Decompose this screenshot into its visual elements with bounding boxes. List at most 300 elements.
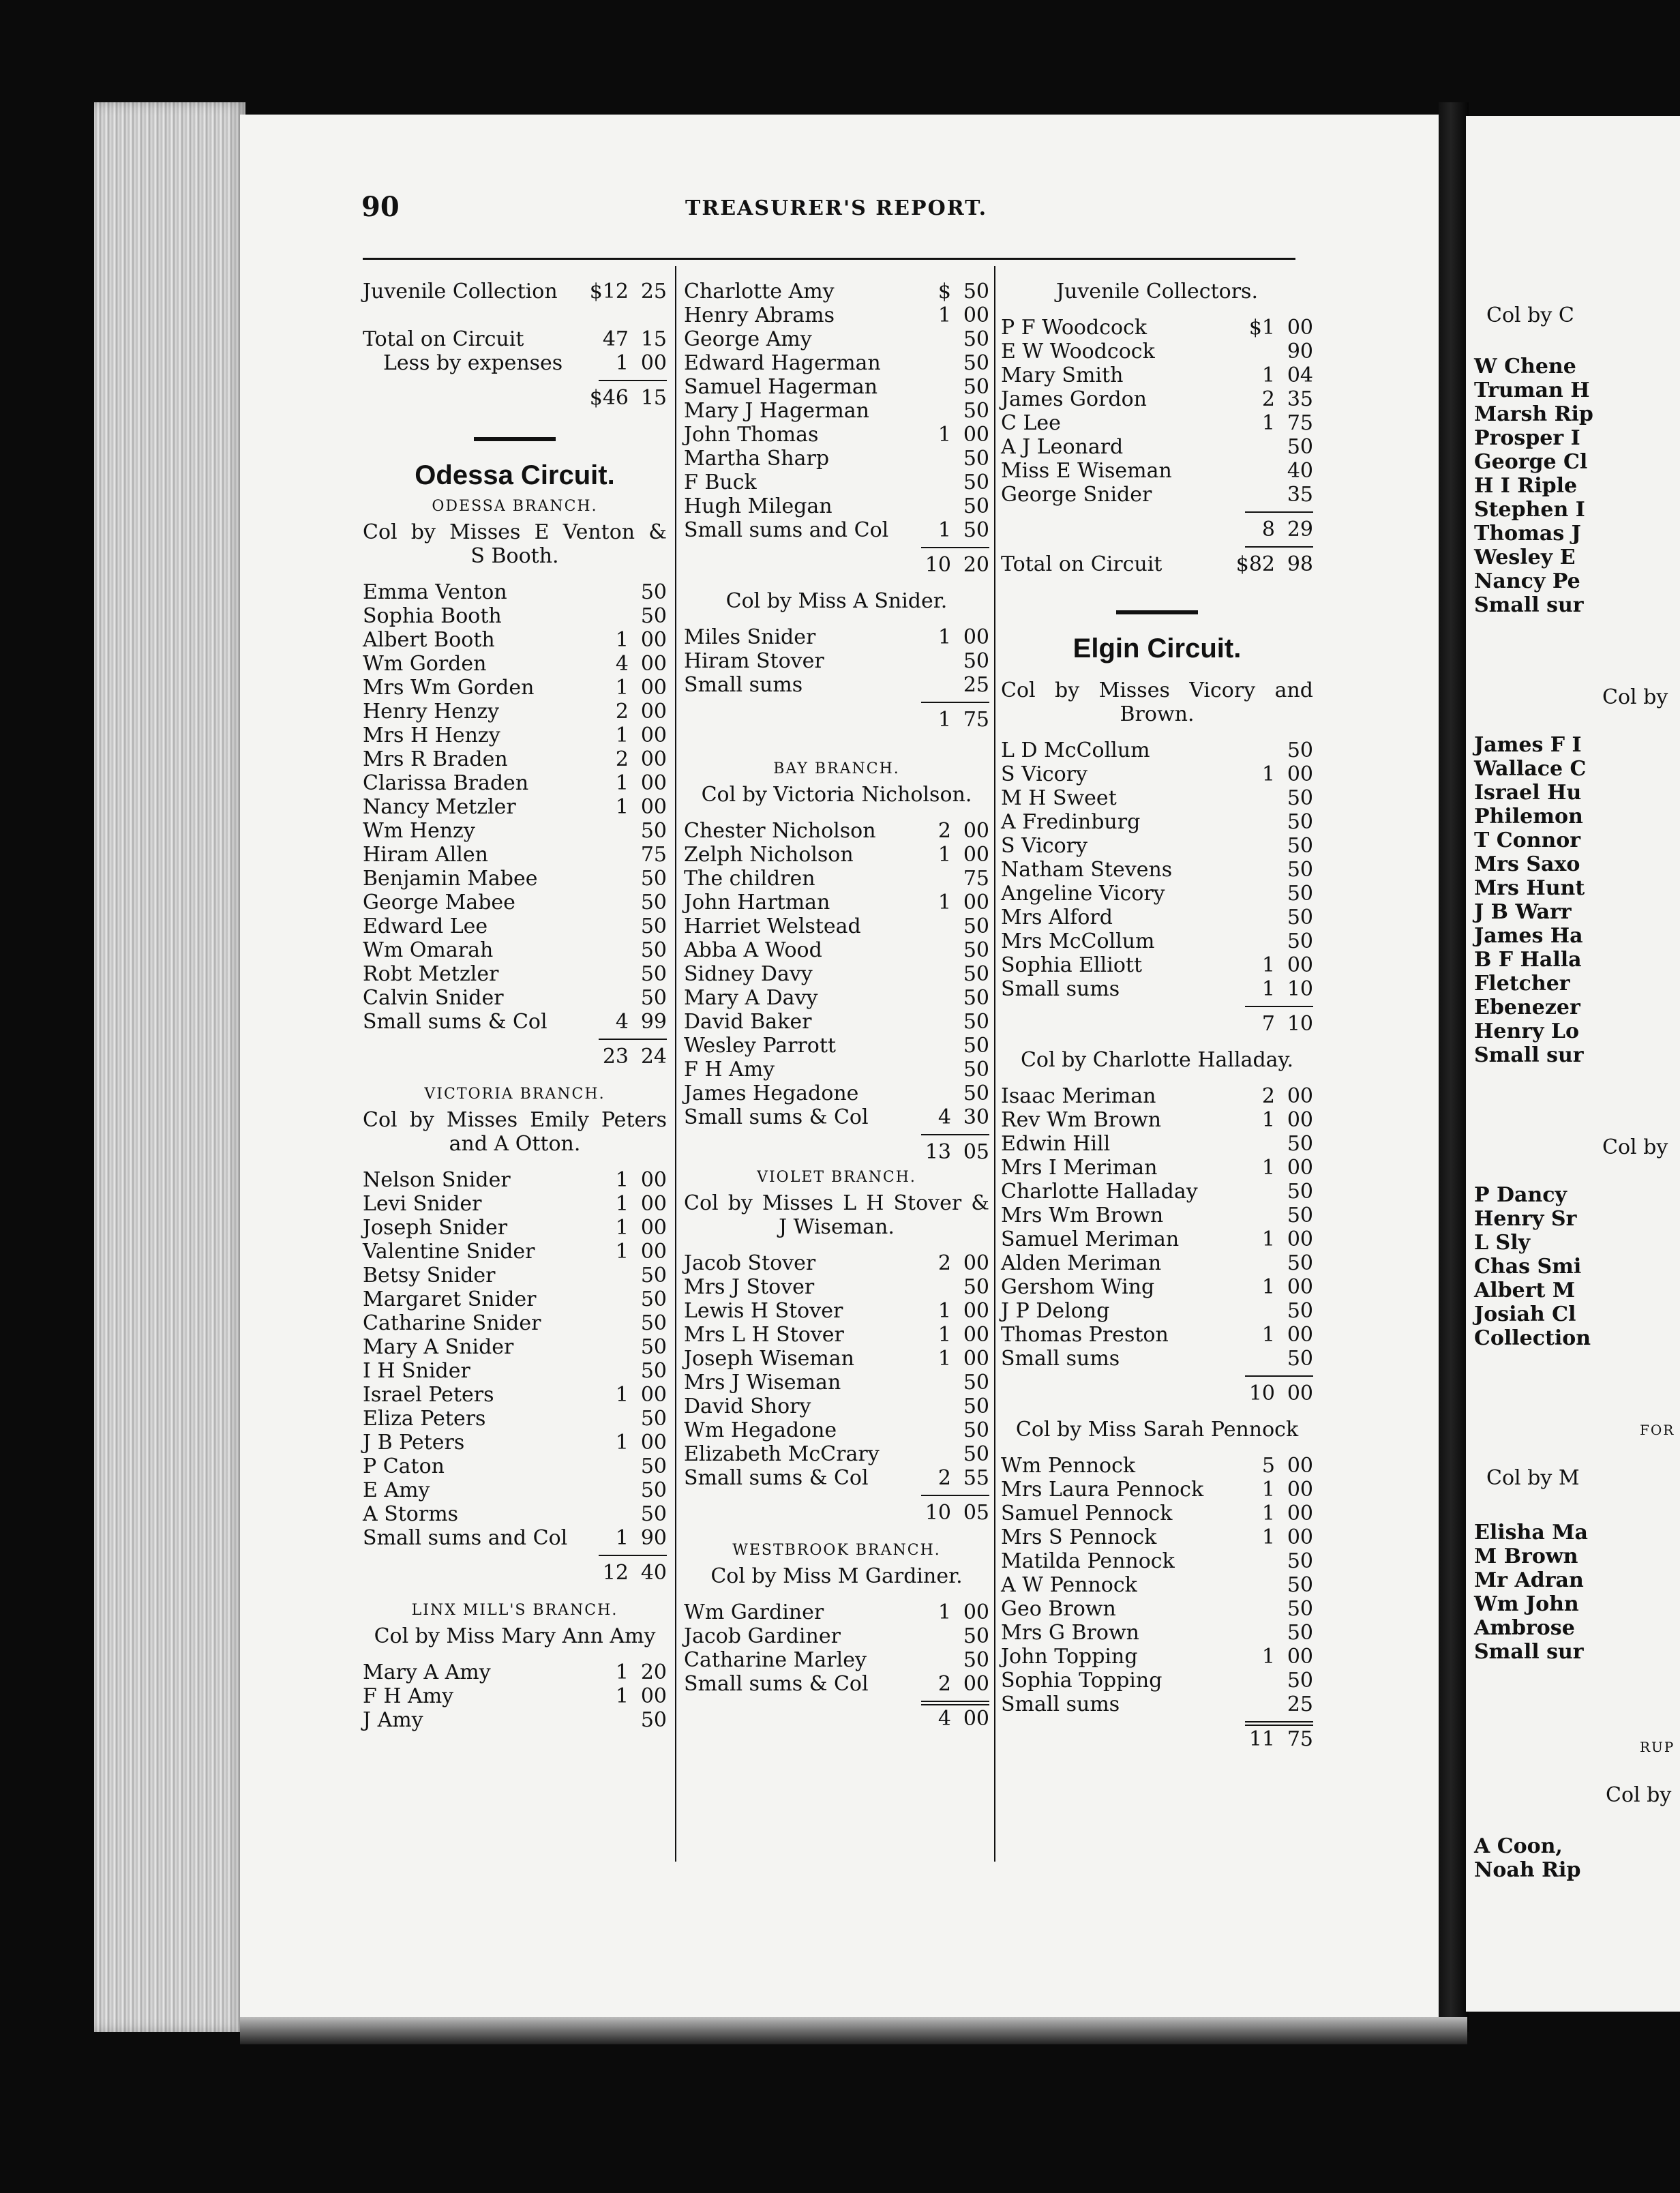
- entry-row: [684, 1251, 989, 1275]
- entry-row: [1001, 1156, 1313, 1180]
- entry-row: [363, 867, 667, 891]
- collector-line: [684, 1191, 989, 1239]
- entry-row: [1001, 363, 1313, 387]
- amount-dollars: 1: [937, 1299, 951, 1323]
- amount-cents: 50: [963, 1275, 989, 1299]
- right-page-fragment: J B Warr: [1474, 900, 1572, 924]
- amount-cents: 50: [963, 1648, 989, 1672]
- amount-cents: 50: [640, 1359, 667, 1383]
- entry-name: Samuel Pennock: [1001, 1502, 1173, 1525]
- entry-row: [1001, 1180, 1313, 1204]
- right-page-fragment: Nancy Pe: [1474, 569, 1580, 593]
- entry-row: [1001, 1478, 1313, 1502]
- amount-dollars: 7: [1261, 1012, 1275, 1036]
- amount-cents: 50: [1287, 739, 1313, 762]
- entry-row: [363, 580, 667, 604]
- collector-line: Col by Charlotte Halladay.: [1020, 1048, 1294, 1072]
- entry-row: [1001, 1573, 1313, 1597]
- entry-row: [684, 1624, 989, 1648]
- amount-dollars: 1: [615, 1684, 629, 1708]
- right-page-fragment: Collection: [1474, 1326, 1591, 1350]
- entry-row: [684, 1347, 989, 1371]
- entry-name: Nancy Metzler: [363, 795, 516, 819]
- right-page-fragment: Col by M: [1486, 1466, 1580, 1490]
- amount-cents: 50: [963, 938, 989, 962]
- entry-row: [363, 1708, 667, 1732]
- entry-name: Wm Omarah: [363, 938, 494, 962]
- amount-cents: 55: [963, 1466, 989, 1490]
- right-page-fragment: T Connor: [1474, 829, 1581, 852]
- amount-dollars: 1: [1261, 1156, 1275, 1180]
- amount-cents: 50: [640, 914, 667, 938]
- collector-line: Col by Miss M Gardiner.: [710, 1564, 963, 1588]
- amount-cents: 00: [640, 795, 667, 819]
- amount-dollars: 1: [615, 723, 629, 747]
- amount-cents: 05: [963, 1501, 989, 1525]
- entry-name: Albert Booth: [363, 628, 495, 652]
- amount-dollars: 1: [615, 1168, 629, 1192]
- right-page-fragment: Thomas J: [1474, 522, 1581, 546]
- amount-dollars: 1: [1261, 411, 1275, 435]
- entry-row: [684, 375, 989, 399]
- entry-name: Israel Peters: [363, 1383, 494, 1407]
- amount-cents: 00: [1287, 762, 1313, 786]
- entry-name: Samuel Hagerman: [684, 375, 878, 399]
- right-page-fragment: Mrs Hunt: [1474, 876, 1585, 900]
- amount-dollars: 1: [1261, 977, 1275, 1001]
- amount-cents: 00: [640, 1383, 667, 1407]
- sum-rule: [684, 542, 989, 553]
- amount-dollars: 4: [615, 1010, 629, 1034]
- amount-cents: 20: [640, 1660, 667, 1684]
- entry-name: Mary J Hagerman: [684, 399, 869, 423]
- book-page-edges: [94, 102, 245, 2032]
- entry-name: Gershom Wing: [1001, 1275, 1155, 1299]
- collector-line: Col by Miss Sarah Pennock: [1015, 1418, 1299, 1442]
- entry-row: [684, 986, 989, 1010]
- entry-row: [363, 795, 667, 819]
- branch-title: WESTBROOK BRANCH.: [732, 1542, 941, 1559]
- total-row: [684, 553, 989, 577]
- entry-name: Henry Abrams: [684, 303, 835, 327]
- amount-cents: 50: [963, 1442, 989, 1466]
- entry-name: Benjamin Mabee: [363, 867, 538, 891]
- right-page-fragment: Elisha Ma: [1474, 1521, 1588, 1545]
- amount-cents: 00: [1287, 1108, 1313, 1132]
- amount-cents: 75: [640, 843, 667, 867]
- entry-name: Mrs L H Stover: [684, 1323, 844, 1347]
- entry-name: Small sums and Col: [684, 518, 889, 542]
- amount-dollars: 2: [1261, 387, 1275, 411]
- amount-dollars: 4: [937, 1707, 951, 1731]
- entry-row: [363, 628, 667, 652]
- entry-row: [684, 280, 989, 303]
- entry-row: [684, 819, 989, 843]
- entry-name: Miles Snider: [684, 625, 816, 649]
- amount-dollars: $1: [1248, 316, 1275, 340]
- amount-cents: 50: [1287, 858, 1313, 882]
- entry-name: Jacob Gardiner: [684, 1624, 841, 1648]
- amount-cents: 00: [1287, 1275, 1313, 1299]
- entry-name: Wm Hegadone: [684, 1418, 837, 1442]
- entry-row: [1001, 435, 1313, 459]
- amount-cents: 50: [1287, 1132, 1313, 1156]
- entry-name: Henry Henzy: [363, 700, 500, 723]
- amount-cents: 50: [640, 1335, 667, 1359]
- right-page-fragment: Marsh Rip: [1474, 402, 1593, 426]
- amount-cents: 30: [963, 1105, 989, 1129]
- entry-name: Catharine Snider: [363, 1311, 541, 1335]
- entry-row: [363, 1240, 667, 1264]
- entry-row: [684, 447, 989, 471]
- amount-cents: 90: [640, 1526, 667, 1550]
- section-heading: Juvenile Collectors.: [1055, 280, 1258, 303]
- right-page-fragment: Henry Lo: [1474, 1019, 1580, 1043]
- entry-name: Angeline Vicory: [1001, 882, 1165, 906]
- entry-row: [1001, 483, 1313, 507]
- entry-row: [363, 303, 667, 327]
- entry-name: Joseph Wiseman: [684, 1347, 855, 1371]
- entry-row: [684, 471, 989, 494]
- entry-name: The children: [684, 867, 815, 891]
- entry-name: Eliza Peters: [363, 1407, 486, 1431]
- entry-row: [684, 914, 989, 938]
- entry-row: [363, 1526, 667, 1550]
- entry-name: Hugh Milegan: [684, 494, 832, 518]
- amount-dollars: 1: [615, 1526, 629, 1550]
- entry-name: Rev Wm Brown: [1001, 1108, 1162, 1132]
- entry-row: [1001, 1299, 1313, 1323]
- amount-cents: 50: [1287, 1251, 1313, 1275]
- amount-dollars: 2: [1261, 1084, 1275, 1108]
- branch-title: VICTORIA BRANCH.: [424, 1086, 605, 1103]
- entry-row: [363, 723, 667, 747]
- entry-row: [684, 494, 989, 518]
- amount-dollars: 5: [1261, 1454, 1275, 1478]
- entry-row: [684, 1371, 989, 1394]
- amount-dollars: 1: [615, 1240, 629, 1264]
- entry-row: [363, 1383, 667, 1407]
- right-page-fragment: Small sur: [1474, 1640, 1584, 1664]
- amount-cents: 00: [963, 891, 989, 914]
- entry-name: James Gordon: [1001, 387, 1147, 411]
- entry-name: Small sums & Col: [363, 1010, 548, 1034]
- entry-name: A W Pennock: [1001, 1573, 1137, 1597]
- amount-cents: 10: [1287, 977, 1313, 1001]
- book-gutter: [1439, 102, 1469, 2032]
- right-page-fragment: P Dancy: [1474, 1183, 1567, 1207]
- amount-cents: 75: [963, 867, 989, 891]
- entry-row: [1001, 1645, 1313, 1669]
- amount-cents: 50: [640, 938, 667, 962]
- entry-name: Calvin Snider: [363, 986, 504, 1010]
- entry-row: [1001, 1669, 1313, 1692]
- right-page-fragment: Col by: [1602, 685, 1668, 709]
- sum-rule: [684, 1129, 989, 1140]
- amount-dollars: 1: [937, 1347, 951, 1371]
- entry-name: John Hartman: [684, 891, 830, 914]
- entry-name: Wm Gorden: [363, 652, 487, 676]
- amount-cents: 00: [1287, 1156, 1313, 1180]
- collector-line-2: Brown.: [1120, 702, 1195, 726]
- right-page-fragment: Prosper I: [1474, 426, 1580, 450]
- right-page-fragment: Wallace C: [1474, 757, 1587, 781]
- amount-cents: 75: [1287, 1727, 1313, 1751]
- amount-cents: 00: [963, 819, 989, 843]
- column-3: [1001, 280, 1313, 1751]
- amount-cents: 50: [963, 1034, 989, 1058]
- entry-row: [363, 843, 667, 867]
- entry-row: [1001, 1347, 1313, 1371]
- entry-name: Edward Hagerman: [684, 351, 881, 375]
- amount-cents: 50: [640, 604, 667, 628]
- amount-cents: 50: [963, 1058, 989, 1081]
- entry-name: Wm Henzy: [363, 819, 475, 843]
- amount-dollars: 1: [615, 676, 629, 700]
- entry-name: Hiram Stover: [684, 649, 824, 673]
- amount-cents: 50: [963, 1624, 989, 1648]
- right-page-fragment: Stephen I: [1474, 498, 1585, 522]
- amount-cents: 50: [640, 1502, 667, 1526]
- right-page-fragment: M Brown: [1474, 1545, 1578, 1568]
- right-page-fragment: Ebenezer: [1474, 996, 1580, 1019]
- entry-name: Levi Snider: [363, 1192, 482, 1216]
- total-row: [1001, 1727, 1313, 1751]
- amount-dollars: 1: [1261, 1525, 1275, 1549]
- entry-name: Small sums: [684, 673, 803, 697]
- amount-cents: 50: [1287, 1669, 1313, 1692]
- amount-dollars: 47: [602, 327, 629, 351]
- amount-cents: 00: [963, 303, 989, 327]
- entry-row: [1001, 858, 1313, 882]
- amount-cents: 00: [640, 1168, 667, 1192]
- amount-cents: 50: [1287, 1573, 1313, 1597]
- entry-name: Mrs J Stover: [684, 1275, 815, 1299]
- amount-cents: 00: [1287, 1502, 1313, 1525]
- amount-cents: 00: [963, 1600, 989, 1624]
- entry-name: J B Peters: [363, 1431, 465, 1454]
- amount-cents: 00: [963, 423, 989, 447]
- entry-name: Small sums: [1001, 1347, 1120, 1371]
- entry-row: [684, 625, 989, 649]
- sum-rule: [684, 697, 989, 708]
- entry-name: S Vicory: [1001, 762, 1088, 786]
- amount-cents: 29: [1287, 518, 1313, 541]
- amount-cents: 50: [963, 649, 989, 673]
- amount-cents: 00: [640, 771, 667, 795]
- entry-row: [363, 1407, 667, 1431]
- amount-cents: 35: [1287, 483, 1313, 507]
- entry-name: C Lee: [1001, 411, 1061, 435]
- amount-cents: 50: [1287, 906, 1313, 929]
- entry-row: [363, 938, 667, 962]
- entry-name: Small sums & Col: [684, 1672, 869, 1696]
- entry-name: Sophia Booth: [363, 604, 502, 628]
- amount-dollars: 1: [1261, 1227, 1275, 1251]
- total-row: [684, 1501, 989, 1525]
- entry-row: [1001, 977, 1313, 1001]
- entry-name: Mary A Davy: [684, 986, 818, 1010]
- collector-line-2: J Wiseman.: [779, 1215, 895, 1239]
- entry-row: [363, 1311, 667, 1335]
- amount-cents: 15: [640, 386, 667, 410]
- entry-row: [363, 1168, 667, 1192]
- amount-cents: 00: [963, 625, 989, 649]
- amount-dollars: 1: [1261, 1108, 1275, 1132]
- total-row: [363, 386, 667, 410]
- entry-row: [684, 1299, 989, 1323]
- entry-name: P Caton: [363, 1454, 445, 1478]
- entry-name: Martha Sharp: [684, 447, 830, 471]
- entry-name: John Thomas: [684, 423, 819, 447]
- entry-name: Edwin Hill: [1001, 1132, 1111, 1156]
- entry-name: George Mabee: [363, 891, 515, 914]
- amount-cents: 00: [640, 1216, 667, 1240]
- entry-row: [363, 604, 667, 628]
- amount-dollars: 2: [615, 747, 629, 771]
- entry-row: [1001, 387, 1313, 411]
- entry-name: J P Delong: [1001, 1299, 1110, 1323]
- entry-row: [684, 303, 989, 327]
- entry-name: Miss E Wiseman: [1001, 459, 1172, 483]
- entry-row: [684, 867, 989, 891]
- entry-name: Jacob Stover: [684, 1251, 816, 1275]
- amount-dollars: 23: [602, 1045, 629, 1069]
- entry-row: [684, 938, 989, 962]
- circuit-title: Elgin Circuit.: [1072, 633, 1242, 663]
- entry-name: Nelson Snider: [363, 1168, 511, 1192]
- amount-cents: 00: [1287, 1478, 1313, 1502]
- amount-cents: 50: [1287, 1204, 1313, 1227]
- entry-name: Joseph Snider: [363, 1216, 508, 1240]
- amount-dollars: 1: [615, 1383, 629, 1407]
- right-page-fragment: Israel Hu: [1474, 781, 1582, 805]
- amount-dollars: 1: [1261, 363, 1275, 387]
- entry-row: [684, 1466, 989, 1490]
- entry-name: Clarissa Braden: [363, 771, 529, 795]
- entry-name: Catharine Marley: [684, 1648, 867, 1672]
- amount-cents: 00: [640, 747, 667, 771]
- entry-row: [684, 1275, 989, 1299]
- amount-cents: 00: [640, 723, 667, 747]
- amount-dollars: 2: [615, 700, 629, 723]
- amount-cents: 15: [640, 327, 667, 351]
- entry-row: [684, 649, 989, 673]
- right-page-fragment: Truman H: [1474, 378, 1590, 402]
- entry-name: Thomas Preston: [1001, 1323, 1169, 1347]
- entry-row: [684, 1105, 989, 1129]
- entry-name: Mrs R Braden: [363, 747, 508, 771]
- entry-row: [1001, 1108, 1313, 1132]
- entry-name: Harriet Welstead: [684, 914, 861, 938]
- amount-cents: 50: [963, 447, 989, 471]
- right-page-fragment: Small sur: [1474, 1043, 1584, 1067]
- entry-row: [1001, 929, 1313, 953]
- amount-cents: 40: [640, 1561, 667, 1585]
- collector-line: Col by Miss Mary Ann Amy: [374, 1624, 656, 1648]
- entry-row: [363, 1660, 667, 1684]
- total-row: [684, 708, 989, 732]
- entry-row: [363, 1010, 667, 1034]
- entry-name: Mrs Wm Brown: [1001, 1204, 1164, 1227]
- entry-row: [363, 962, 667, 986]
- right-page-fragment: Wesley E: [1474, 546, 1576, 569]
- entry-name: Chester Nicholson: [684, 819, 876, 843]
- entry-row: [684, 351, 989, 375]
- entry-name: Mrs H Henzy: [363, 723, 500, 747]
- entry-name: John Topping: [1001, 1645, 1138, 1669]
- entry-name: Mary A Snider: [363, 1335, 514, 1359]
- right-page-fragment: Henry Sr: [1474, 1207, 1577, 1231]
- right-page-fragment: Mrs Saxo: [1474, 852, 1580, 876]
- entry-row: [363, 747, 667, 771]
- entry-row: [1001, 1621, 1313, 1645]
- right-page-fragment: W Chene: [1474, 355, 1576, 378]
- amount-cents: 00: [1287, 953, 1313, 977]
- amount-dollars: 1: [937, 303, 951, 327]
- sum-rule: [684, 1490, 989, 1501]
- amount-cents: 50: [1287, 929, 1313, 953]
- amount-cents: 50: [1287, 786, 1313, 810]
- right-page-fragment: George Cl: [1474, 450, 1588, 474]
- amount-cents: 50: [963, 327, 989, 351]
- amount-cents: 00: [1287, 316, 1313, 340]
- entry-row: [684, 1394, 989, 1418]
- entry-row: [1001, 1454, 1313, 1478]
- amount-dollars: 1: [1261, 1645, 1275, 1669]
- entry-name: Emma Venton: [363, 580, 507, 604]
- amount-dollars: 1: [1261, 953, 1275, 977]
- amount-cents: 50: [640, 867, 667, 891]
- total-row: [684, 1140, 989, 1164]
- entry-name: Abba A Wood: [684, 938, 822, 962]
- amount-dollars: 10: [925, 1501, 951, 1525]
- entry-row: [1001, 1525, 1313, 1549]
- amount-cents: 50: [963, 399, 989, 423]
- amount-cents: 50: [963, 518, 989, 542]
- entry-name: James Hegadone: [684, 1081, 859, 1105]
- amount-dollars: 1: [937, 1323, 951, 1347]
- amount-dollars: 10: [925, 553, 951, 577]
- entry-name: George Amy: [684, 327, 812, 351]
- amount-cents: 50: [640, 1454, 667, 1478]
- amount-cents: 00: [1287, 1382, 1313, 1405]
- amount-cents: 00: [640, 1684, 667, 1708]
- entry-row: [363, 351, 667, 375]
- branch-title: LINX MILL'S BRANCH.: [411, 1602, 618, 1619]
- amount-cents: 50: [640, 1311, 667, 1335]
- right-page-fragment: A Coon,: [1474, 1834, 1563, 1858]
- entry-row: [363, 280, 667, 303]
- total-row: [363, 1561, 667, 1585]
- right-page-fragment: James F I: [1474, 733, 1582, 757]
- sum-rule: [363, 1550, 667, 1561]
- amount-cents: 00: [640, 628, 667, 652]
- sum-rule: [684, 1696, 989, 1707]
- entry-row: [363, 1478, 667, 1502]
- amount-cents: 00: [963, 1672, 989, 1696]
- amount-cents: 40: [1287, 459, 1313, 483]
- entry-row: [684, 962, 989, 986]
- amount-dollars: 4: [615, 652, 629, 676]
- entry-row: [684, 1034, 989, 1058]
- amount-cents: 50: [963, 986, 989, 1010]
- amount-dollars: 1: [1261, 1275, 1275, 1299]
- entry-row: [1001, 340, 1313, 363]
- entry-row: [684, 843, 989, 867]
- entry-name: Hiram Allen: [363, 843, 488, 867]
- amount-dollars: 2: [937, 1251, 951, 1275]
